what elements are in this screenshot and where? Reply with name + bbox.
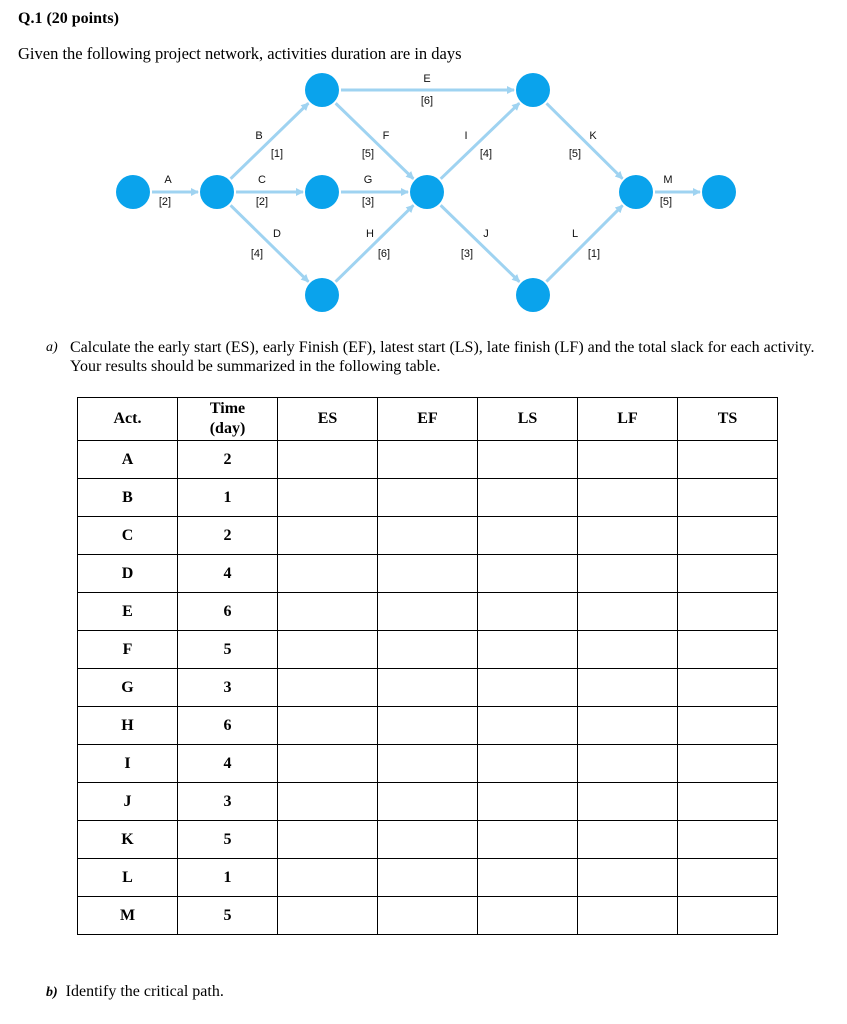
act-cell: J: [78, 783, 178, 821]
activity-duration-l: [1]: [587, 248, 601, 260]
part-a-text: Calculate the early start (ES), early Finish (EF), latest start (LS), late finish (LF) and the total slack for each activity. Your results should be summarized in the following table.: [70, 339, 815, 375]
activity-duration-i: [4]: [479, 148, 493, 160]
part-a-marker: a): [46, 340, 58, 355]
results-table: [77, 397, 778, 935]
ef-cell[interactable]: [378, 745, 478, 783]
lf-cell[interactable]: [578, 669, 678, 707]
header-es: ES: [278, 398, 378, 441]
activity-arrow-d: [231, 205, 309, 281]
header-ts: TS: [678, 398, 778, 441]
activity-label-j: J: [483, 228, 489, 240]
activity-label-k: K: [589, 130, 597, 142]
lf-cell[interactable]: [578, 631, 678, 669]
activity-arrow-k: [547, 103, 623, 178]
es-cell[interactable]: [278, 783, 378, 821]
activity-label-b: B: [255, 130, 263, 142]
network-node: [305, 73, 339, 107]
lf-cell[interactable]: [578, 859, 678, 897]
ef-cell[interactable]: [378, 479, 478, 517]
ts-cell[interactable]: [678, 593, 778, 631]
time-cell: 5: [178, 631, 278, 669]
es-cell[interactable]: [278, 593, 378, 631]
ts-cell[interactable]: [678, 479, 778, 517]
activity-duration-e: [6]: [420, 95, 434, 107]
activity-duration-g: [3]: [361, 196, 375, 208]
act-cell: I: [78, 745, 178, 783]
network-node: [410, 175, 444, 209]
network-node: [116, 175, 150, 209]
ls-cell[interactable]: [478, 745, 578, 783]
es-cell[interactable]: [278, 669, 378, 707]
act-cell: F: [78, 631, 178, 669]
activity-arrow-h: [336, 205, 414, 281]
network-node: [702, 175, 736, 209]
network-node: [305, 175, 339, 209]
es-cell[interactable]: [278, 821, 378, 859]
ls-cell[interactable]: [478, 441, 578, 479]
table-row: [78, 745, 778, 783]
part-b: [46, 983, 224, 1001]
table-row: [78, 441, 778, 479]
ts-cell[interactable]: [678, 745, 778, 783]
es-cell[interactable]: [278, 441, 378, 479]
header-time-text: Time (day): [209, 400, 246, 437]
es-cell[interactable]: [278, 631, 378, 669]
act-cell: A: [78, 441, 178, 479]
table-row: [78, 479, 778, 517]
ts-cell[interactable]: [678, 441, 778, 479]
ef-cell[interactable]: [378, 631, 478, 669]
header-time: [178, 398, 278, 441]
ls-cell[interactable]: [478, 555, 578, 593]
activity-duration-j: [3]: [460, 248, 474, 260]
table-row: [78, 707, 778, 745]
activity-label-e: E: [423, 73, 431, 85]
table-row: [78, 821, 778, 859]
part-a: [46, 338, 836, 376]
activity-duration-k: [5]: [568, 148, 582, 160]
act-cell: M: [78, 897, 178, 935]
time-cell: 5: [178, 897, 278, 935]
es-cell[interactable]: [278, 517, 378, 555]
header-ef: EF: [378, 398, 478, 441]
table-row: [78, 897, 778, 935]
part-b-marker: b): [46, 985, 58, 1000]
time-cell: 2: [178, 517, 278, 555]
time-cell: 1: [178, 859, 278, 897]
activity-duration-f: [5]: [361, 148, 375, 160]
header-act: Act.: [78, 398, 178, 441]
network-node: [516, 73, 550, 107]
header-lf: LF: [578, 398, 678, 441]
question-title: Q.1 (20 points): [18, 10, 119, 27]
network-node: [619, 175, 653, 209]
es-cell[interactable]: [278, 707, 378, 745]
act-cell: L: [78, 859, 178, 897]
act-cell: E: [78, 593, 178, 631]
lf-cell[interactable]: [578, 821, 678, 859]
activity-label-h: H: [366, 228, 374, 240]
activity-duration-m: [5]: [659, 196, 673, 208]
ts-cell[interactable]: [678, 859, 778, 897]
time-cell: 2: [178, 441, 278, 479]
activity-label-d: D: [273, 228, 281, 240]
table-row: [78, 517, 778, 555]
act-cell: C: [78, 517, 178, 555]
act-cell: H: [78, 707, 178, 745]
ts-cell[interactable]: [678, 783, 778, 821]
activity-duration-b: [1]: [270, 148, 284, 160]
lf-cell[interactable]: [578, 707, 678, 745]
ef-cell[interactable]: [378, 821, 478, 859]
lf-cell[interactable]: [578, 441, 678, 479]
lf-cell[interactable]: [578, 897, 678, 935]
lf-cell[interactable]: [578, 517, 678, 555]
es-cell[interactable]: [278, 897, 378, 935]
activity-duration-c: [2]: [255, 196, 269, 208]
act-cell: K: [78, 821, 178, 859]
time-cell: 1: [178, 479, 278, 517]
time-cell: 6: [178, 707, 278, 745]
activity-label-l: L: [571, 228, 579, 240]
ef-cell[interactable]: [378, 593, 478, 631]
time-cell: 5: [178, 821, 278, 859]
ef-cell[interactable]: [378, 859, 478, 897]
ts-cell[interactable]: [678, 821, 778, 859]
ls-cell[interactable]: [478, 821, 578, 859]
activity-label-m: M: [663, 174, 673, 186]
ef-cell[interactable]: [378, 897, 478, 935]
time-cell: 6: [178, 593, 278, 631]
network-node: [200, 175, 234, 209]
ts-cell[interactable]: [678, 707, 778, 745]
question-intro: Given the following project network, activities duration are in days: [18, 44, 462, 63]
table-row: [78, 593, 778, 631]
network-node: [305, 278, 339, 312]
project-network-diagram: [0, 0, 847, 330]
act-cell: B: [78, 479, 178, 517]
time-cell: 3: [178, 783, 278, 821]
ls-cell[interactable]: [478, 897, 578, 935]
activity-duration-d: [4]: [250, 248, 264, 260]
header-ls: LS: [478, 398, 578, 441]
activity-arrow-j: [441, 205, 520, 282]
table-row: [78, 555, 778, 593]
table-row: [78, 783, 778, 821]
table-row: [78, 669, 778, 707]
es-cell[interactable]: [278, 555, 378, 593]
es-cell[interactable]: [278, 859, 378, 897]
activity-duration-a: [2]: [158, 196, 172, 208]
activity-label-i: I: [464, 130, 468, 142]
activity-arrow-f: [336, 103, 414, 179]
lf-cell[interactable]: [578, 783, 678, 821]
ls-cell[interactable]: [478, 593, 578, 631]
activity-duration-h: [6]: [377, 248, 391, 260]
activity-arrow-b: [231, 103, 309, 179]
table-row: [78, 631, 778, 669]
time-cell: 4: [178, 555, 278, 593]
ls-cell[interactable]: [478, 631, 578, 669]
activity-label-f: F: [382, 130, 390, 142]
table-header-row: [78, 398, 778, 441]
ts-cell[interactable]: [678, 517, 778, 555]
table-row: [78, 859, 778, 897]
part-b-text: Identify the critical path.: [65, 983, 224, 1000]
ef-cell[interactable]: [378, 555, 478, 593]
es-cell[interactable]: [278, 479, 378, 517]
act-cell: G: [78, 669, 178, 707]
time-cell: 3: [178, 669, 278, 707]
ts-cell[interactable]: [678, 555, 778, 593]
ts-cell[interactable]: [678, 897, 778, 935]
activity-label-g: G: [363, 174, 373, 186]
ef-cell[interactable]: [378, 707, 478, 745]
activity-arrow-l: [546, 205, 622, 281]
act-cell: D: [78, 555, 178, 593]
lf-cell[interactable]: [578, 555, 678, 593]
lf-cell[interactable]: [578, 745, 678, 783]
ef-cell[interactable]: [378, 669, 478, 707]
ef-cell[interactable]: [378, 517, 478, 555]
ls-cell[interactable]: [478, 783, 578, 821]
activity-arrow-i: [441, 103, 520, 179]
activity-label-c: C: [258, 174, 266, 186]
lf-cell[interactable]: [578, 479, 678, 517]
ls-cell[interactable]: [478, 669, 578, 707]
ef-cell[interactable]: [378, 441, 478, 479]
lf-cell[interactable]: [578, 593, 678, 631]
ls-cell[interactable]: [478, 859, 578, 897]
ts-cell[interactable]: [678, 631, 778, 669]
ef-cell[interactable]: [378, 783, 478, 821]
time-cell: 4: [178, 745, 278, 783]
ts-cell[interactable]: [678, 669, 778, 707]
network-node: [516, 278, 550, 312]
ls-cell[interactable]: [478, 517, 578, 555]
activity-label-a: A: [164, 174, 172, 186]
es-cell[interactable]: [278, 745, 378, 783]
ls-cell[interactable]: [478, 707, 578, 745]
ls-cell[interactable]: [478, 479, 578, 517]
